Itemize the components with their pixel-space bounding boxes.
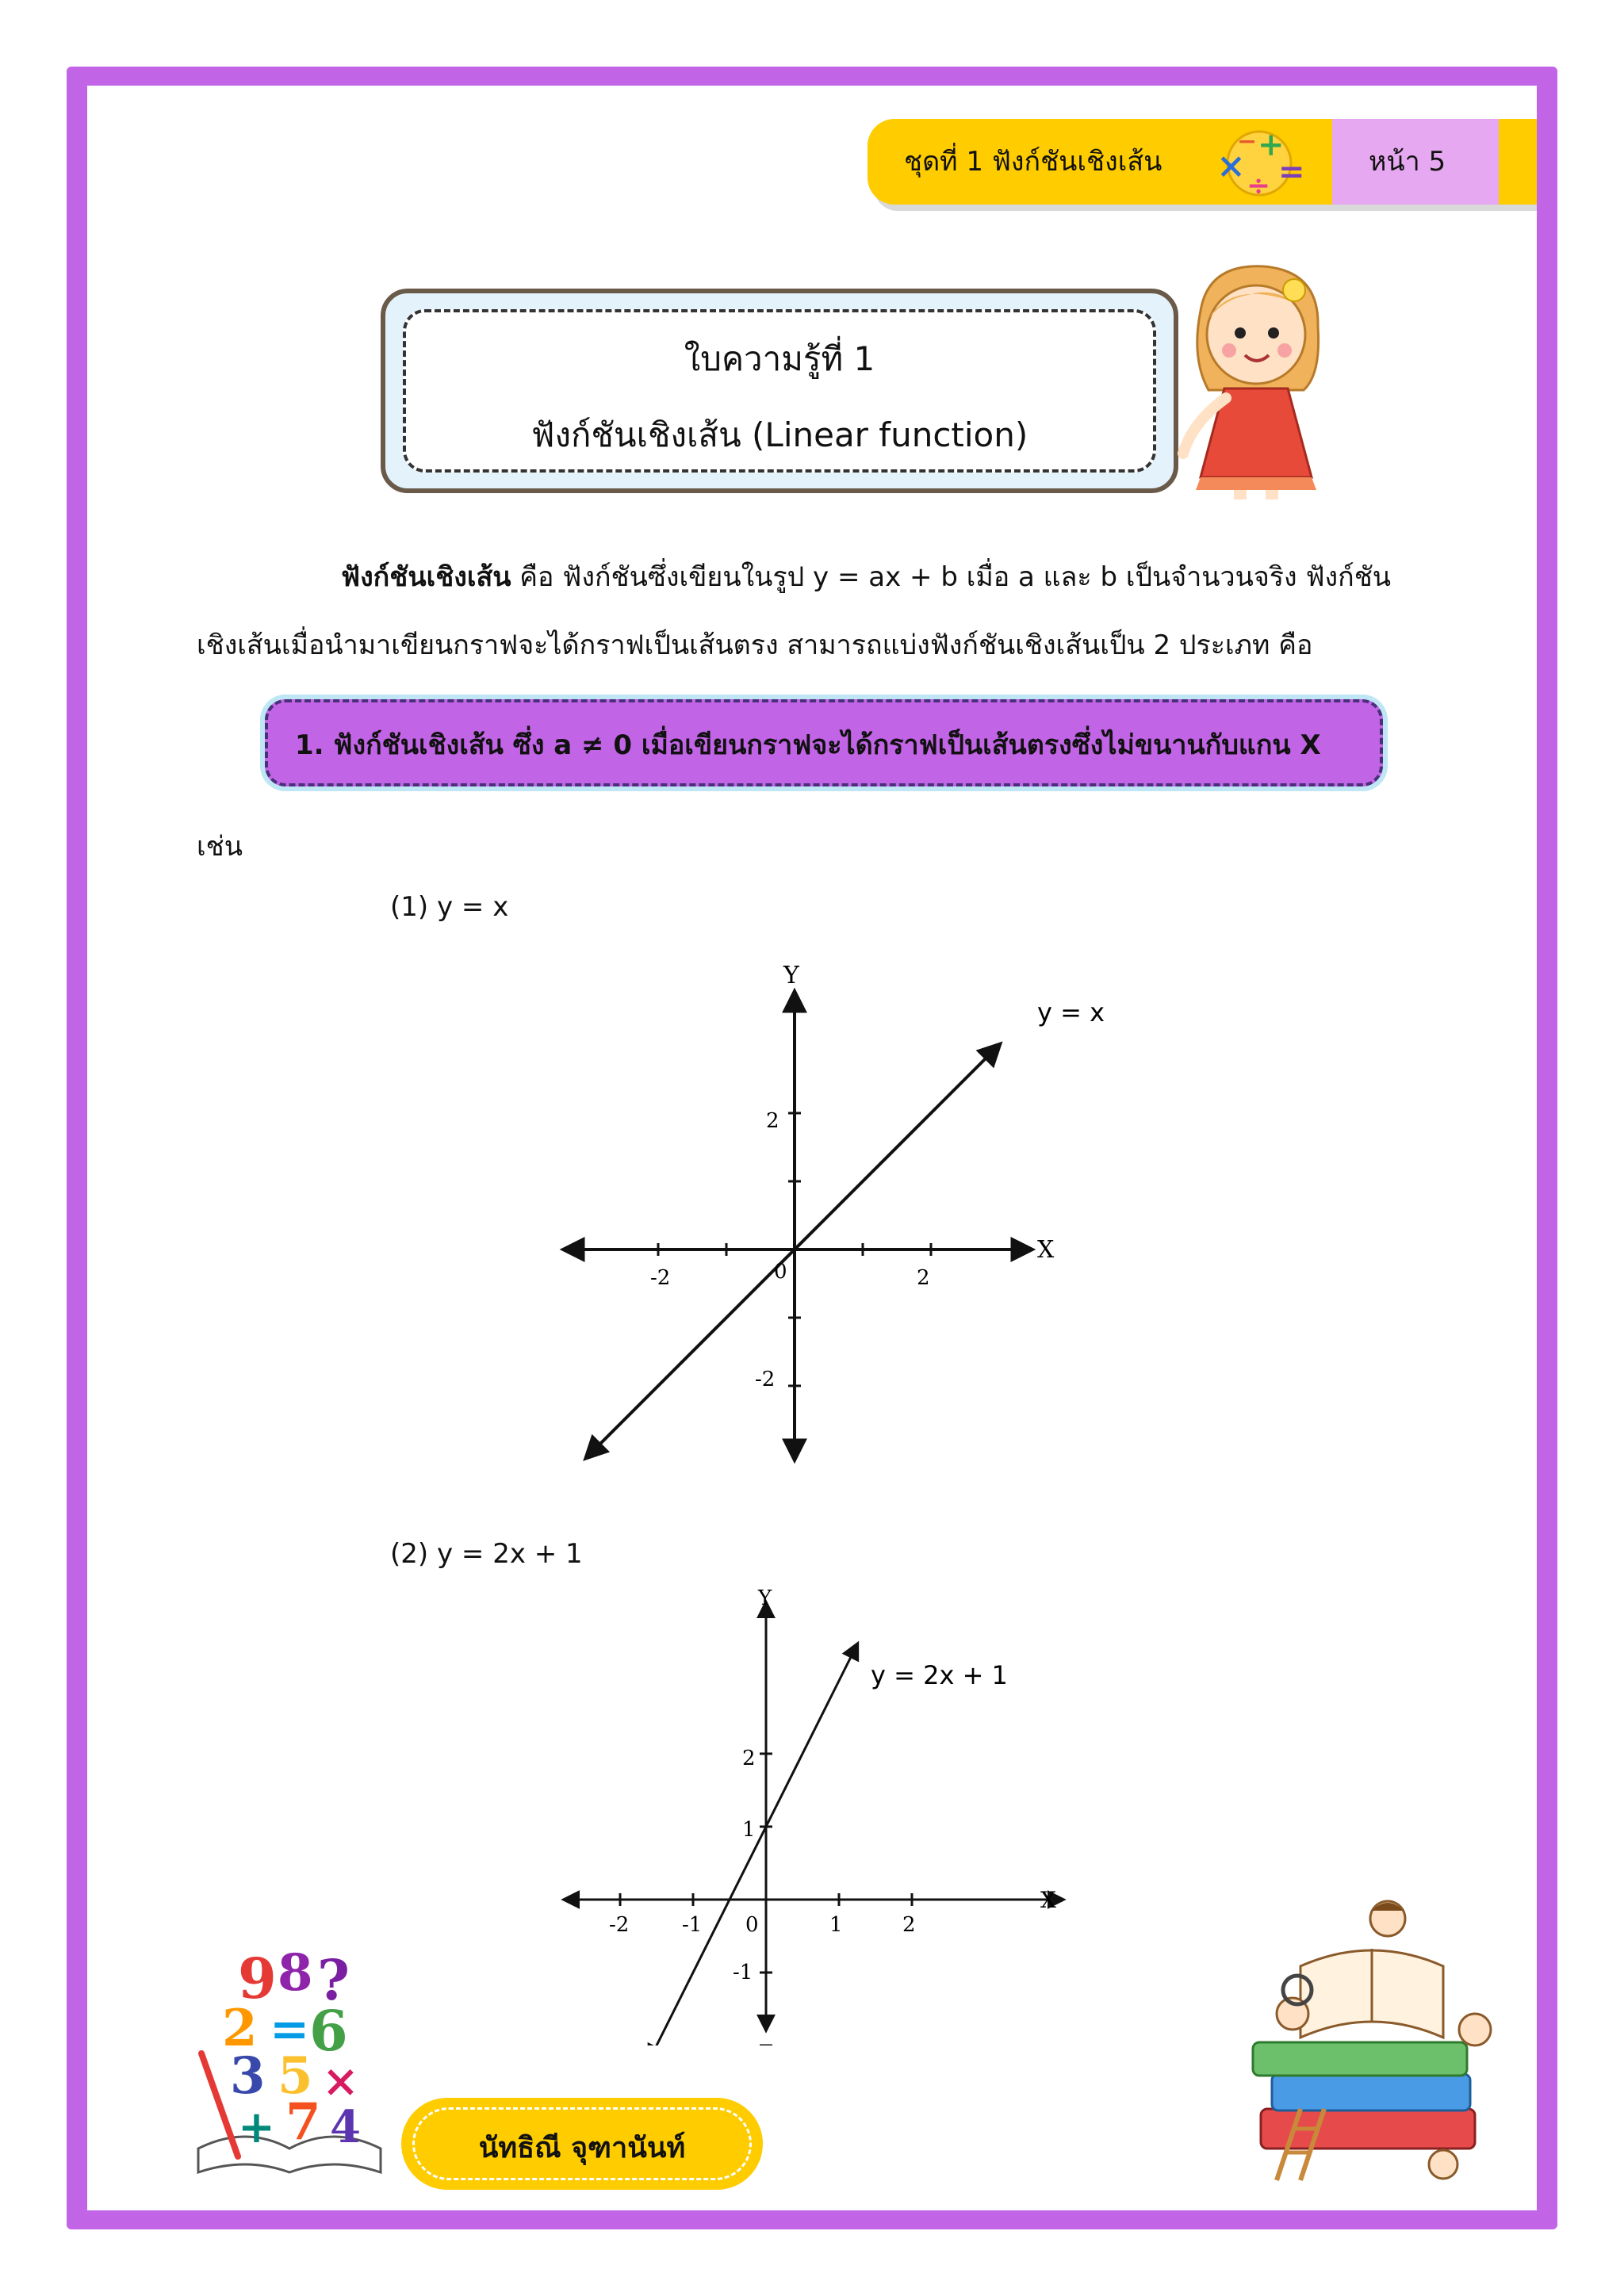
- x-tick-label-neg2: -2: [650, 1266, 671, 1290]
- author-name: นัทธิณี จุฑานันท์: [478, 2132, 686, 2164]
- svg-text:2: 2: [222, 1999, 258, 2058]
- svg-text:=: =: [1278, 153, 1305, 190]
- x-axis-label: X: [1037, 1236, 1055, 1264]
- example-2-label: (2) y = 2x + 1: [390, 1538, 583, 1570]
- svg-text:4: 4: [330, 2101, 361, 2153]
- y-tick-label-neg2: -2: [755, 1368, 776, 1391]
- y-tick-label-1: 1: [742, 1818, 756, 1842]
- y-tick-label-neg1: -1: [733, 1961, 753, 1984]
- x-axis-label: X: [1040, 1887, 1056, 1913]
- y-axis-label: Y: [758, 1586, 772, 1610]
- svg-text:9: 9: [238, 1946, 277, 2011]
- girl-illustration: [1177, 255, 1335, 501]
- math-operators-icon: [1205, 121, 1308, 203]
- line-y-equals-2x-plus-1: [649, 1644, 857, 2045]
- x-tick-label-2: 2: [902, 1913, 916, 1937]
- line-y-equals-x: [587, 1045, 999, 1457]
- y-axis-label: Y: [783, 962, 799, 989]
- graph-y-equals-x: [555, 951, 1110, 1475]
- svg-text:÷: ÷: [1247, 169, 1271, 202]
- origin-label: 0: [774, 1260, 787, 1284]
- svg-text:−: −: [1237, 128, 1258, 155]
- svg-text:=: =: [270, 2002, 310, 2057]
- intro-line-1: [341, 555, 1391, 598]
- example-label: เช่น: [197, 831, 243, 863]
- intro-term: ฟังก์ชันเชิงเส้น: [341, 561, 511, 593]
- x-tick-label-neg2: -2: [609, 1913, 630, 1937]
- title-box: [381, 289, 1178, 493]
- svg-text:6: 6: [309, 1998, 348, 2064]
- worksheet-title: ใบความรู้ที่ 1: [684, 339, 875, 378]
- svg-text:7: 7: [285, 2092, 321, 2152]
- kids-books-illustration: [1245, 1887, 1522, 2188]
- svg-text:5: 5: [278, 2046, 313, 2106]
- intro-line-2: เชิงเส้นเมื่อนำมาเขียนกราฟจะได้กราฟเป็นเส้นตรง สามารถแบ่งฟังก์ชันเชิงเส้นเป็น 2 ประเภท คือ: [197, 629, 1313, 661]
- page-number: หน้า 5: [1369, 146, 1446, 178]
- type-1-banner-text: 1. ฟังก์ชันเชิงเส้น ซึ่ง a ≠ 0 เมื่อเขียนกราฟจะได้กราฟเป็นเส้นตรงซึ่งไม่ขนานกับแกน X: [295, 729, 1321, 761]
- header-title: ชุดที่ 1 ฟังก์ชันเชิงเส้น: [904, 146, 1162, 178]
- intro-definition: คือ ฟังก์ชันซึ่งเขียนในรูป y = ax + b เมื่อ a และ b เป็นจำนวนจริง ฟังก์ชัน: [511, 561, 1392, 593]
- svg-text:+: +: [1258, 126, 1285, 163]
- x-tick-label-neg1: -1: [682, 1913, 703, 1937]
- graph-y-equals-2x-plus-1: [555, 1586, 1078, 2045]
- svg-text:8: 8: [278, 1943, 313, 2003]
- svg-text:3: 3: [230, 2046, 266, 2106]
- x-tick-label-2: 2: [917, 1266, 930, 1290]
- y-tick-label-2: 2: [766, 1109, 779, 1133]
- svg-text:?: ?: [317, 1947, 350, 2013]
- x-tick-label-1: 1: [829, 1913, 843, 1937]
- worksheet-subtitle: ฟังก์ชันเชิงเส้น (Linear function): [530, 415, 1028, 454]
- line-label-y-equals-x: y = x: [1037, 997, 1105, 1027]
- y-tick-label-2: 2: [742, 1747, 756, 1770]
- svg-text:×: ×: [322, 2055, 359, 2107]
- numbers-illustration: [190, 1934, 389, 2180]
- example-1-label: (1) y = x: [390, 891, 509, 923]
- line-label-y-equals-2x-plus-1: y = 2x + 1: [871, 1660, 1008, 1690]
- origin-label: 0: [745, 1913, 759, 1937]
- svg-text:+: +: [238, 2101, 275, 2153]
- svg-text:×: ×: [1216, 146, 1246, 186]
